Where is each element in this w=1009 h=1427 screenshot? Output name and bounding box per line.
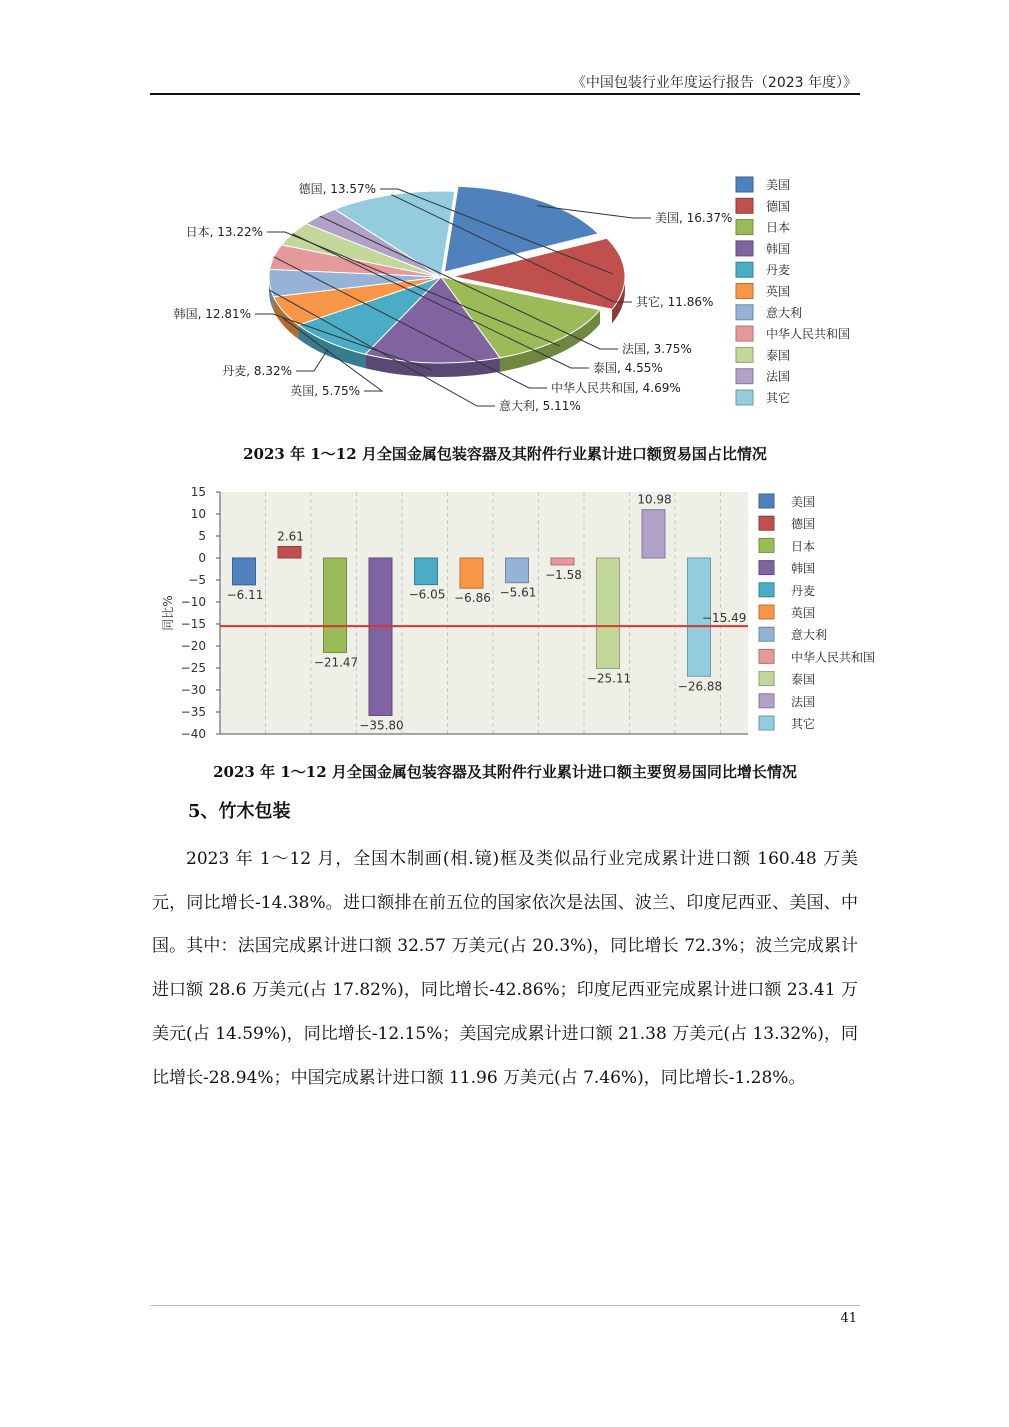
bar [415, 558, 438, 585]
pie-legend-swatch [736, 347, 753, 362]
pie-legend-swatch [736, 241, 753, 256]
footer-divider [150, 1305, 860, 1306]
bar-legend-swatch [759, 716, 774, 730]
bar [506, 558, 529, 583]
bar-value-label: −6.05 [408, 587, 446, 602]
pie-legend-swatch [736, 369, 753, 384]
bar-plot-area [220, 492, 748, 734]
bar-legend-label: 美国 [791, 495, 816, 509]
pie-legend-swatch [736, 262, 753, 277]
bar-legend-swatch [759, 583, 774, 597]
bar-value-label: −25.11 [586, 671, 632, 686]
pie-legend-swatch [736, 326, 753, 341]
bar-legend-swatch [759, 627, 774, 641]
pie-slice-label: 法国, 3.75% [622, 342, 692, 356]
y-tick-label: 15 [190, 485, 206, 499]
bar-legend-label: 丹麦 [791, 583, 816, 598]
pie-legend-label: 泰国 [766, 348, 791, 363]
reference-line-label: −15.49 [702, 611, 747, 626]
pie-legend-swatch [736, 305, 753, 320]
y-axis-title: 同比% [161, 595, 175, 631]
pie-slice-label: 泰国, 4.55% [593, 361, 663, 375]
y-tick-label: −35 [180, 705, 206, 719]
pie-legend-label: 韩国 [766, 241, 791, 256]
bar [460, 558, 483, 588]
y-tick-label: −25 [180, 661, 206, 675]
bar-legend-swatch [759, 561, 774, 575]
bar [369, 558, 392, 716]
pie-legend-label: 德国 [766, 199, 791, 214]
pie-legend-label: 意大利 [766, 305, 803, 320]
bar-legend-swatch [759, 672, 774, 686]
bar-legend-label: 英国 [791, 606, 816, 620]
pie-legend-label: 法国 [766, 369, 791, 384]
pie-legend-label: 其它 [766, 391, 791, 405]
bar-legend-swatch [759, 494, 774, 508]
y-tick-label: −10 [180, 595, 206, 609]
bar-legend-swatch [759, 649, 774, 663]
bar-value-label: −5.61 [499, 585, 537, 600]
bar-legend-label: 韩国 [791, 561, 816, 576]
bar-legend-label: 其它 [791, 717, 816, 731]
bar-value-label: −6.86 [454, 591, 491, 606]
pie-slice-label: 意大利, 5.11% [499, 399, 581, 413]
pie-slice-label: 英国, 5.75% [290, 384, 360, 398]
y-tick-label: 0 [198, 551, 206, 565]
pie-legend-swatch [736, 220, 753, 235]
bar-legend-label: 法国 [791, 694, 816, 709]
bar-chart-caption: 2023 年 1～12 月全国金属包装容器及其附件行业累计进口额主要贸易国同比增长情况 [213, 763, 797, 781]
pie-legend-swatch [736, 198, 753, 213]
pie-legend-label: 丹麦 [766, 263, 791, 278]
bar-value-label: −21.47 [313, 655, 359, 670]
bar-value-label: −26.88 [677, 679, 723, 694]
pie-legend-label: 中华人民共和国 [766, 327, 851, 342]
section-heading: 5、竹木包装 [188, 801, 291, 822]
pie-slice-label: 韩国, 12.81% [173, 307, 251, 321]
pie-slice-label: 其它, 11.86% [636, 295, 714, 309]
pie-slice-label: 日本, 13.22% [185, 225, 263, 239]
bar-value-label: −6.11 [226, 587, 264, 602]
bar [642, 510, 665, 558]
bar [324, 558, 347, 652]
pie-slice-label: 德国, 13.57% [298, 182, 376, 196]
bar-legend-swatch [759, 538, 774, 552]
pie-chart-caption: 2023 年 1～12 月全国金属包装容器及其附件行业累计进口额贸易国占比情况 [243, 445, 767, 463]
pie-slice-label: 美国, 16.37% [655, 211, 733, 225]
bar [278, 547, 301, 558]
report-header-title: 《中国包装行业年度运行报告（2023 年度）》 [571, 75, 857, 91]
bar [233, 558, 256, 585]
bar-legend-label: 意大利 [791, 628, 828, 643]
bar-value-label: −1.58 [545, 567, 582, 582]
page-number: 41 [840, 1311, 857, 1326]
bar-value-label: 2.61 [277, 529, 304, 544]
y-tick-label: 5 [198, 529, 206, 543]
bar-value-label: 10.98 [637, 492, 672, 507]
bar-legend-label: 泰国 [791, 672, 816, 687]
header-divider [150, 93, 860, 95]
y-tick-label: −30 [180, 683, 206, 697]
pie-slice-label: 中华人民共和国, 4.69% [551, 381, 681, 395]
pie-legend-label: 日本 [766, 220, 791, 235]
bar-legend-label: 德国 [791, 517, 816, 532]
y-tick-label: −20 [180, 639, 206, 653]
y-tick-label: −5 [188, 573, 206, 587]
pie-legend-label: 英国 [766, 284, 791, 299]
y-tick-label: 10 [190, 507, 206, 521]
y-tick-label: −40 [180, 727, 206, 741]
pie-legend-swatch [736, 284, 753, 299]
bar-legend-label: 中华人民共和国 [791, 650, 876, 665]
y-tick-label: −15 [180, 617, 206, 631]
bar [597, 558, 620, 668]
bar-legend-label: 日本 [791, 539, 816, 554]
bar-legend-swatch [759, 694, 774, 708]
bar-legend-swatch [759, 516, 774, 530]
pie-legend-swatch [736, 177, 753, 192]
pie-slice-label: 丹麦, 8.32% [222, 364, 292, 378]
pie-legend-label: 美国 [766, 178, 791, 192]
pie-legend-swatch [736, 390, 753, 405]
bar [551, 558, 574, 565]
pie-chart [0, 165, 1009, 425]
body-paragraph: 2023 年 1～12 月，全国木制画(相.镜)框及类似品行业完成累计进口额 160.48 万美元，同比增长-14.38%。进口额排在前五位的国家依次是法国、波兰、印度尼西亚、美国、中国。其中：法国完成累计进口额 32.57 万美元(占 20.3%)，同比增长 72.3%；波兰完成累计进口额 28.6 万美元(占 17.82%)，同比增长-42.86%；印度尼西亚完成累计进口额 23.41 万美元(占 14.59%)，同比增长-12.15%；美国完成累计进口额 21.38 万美元(占 13.32%)，同比增长-28.94%；中国完成累计进口额 11.96 万美元(占 7.46%)，同比增长-1.28%。 [152, 849, 858, 1088]
bar-value-label: −35.80 [359, 718, 404, 733]
bar-legend-swatch [759, 605, 774, 619]
bar-chart [0, 478, 1009, 763]
